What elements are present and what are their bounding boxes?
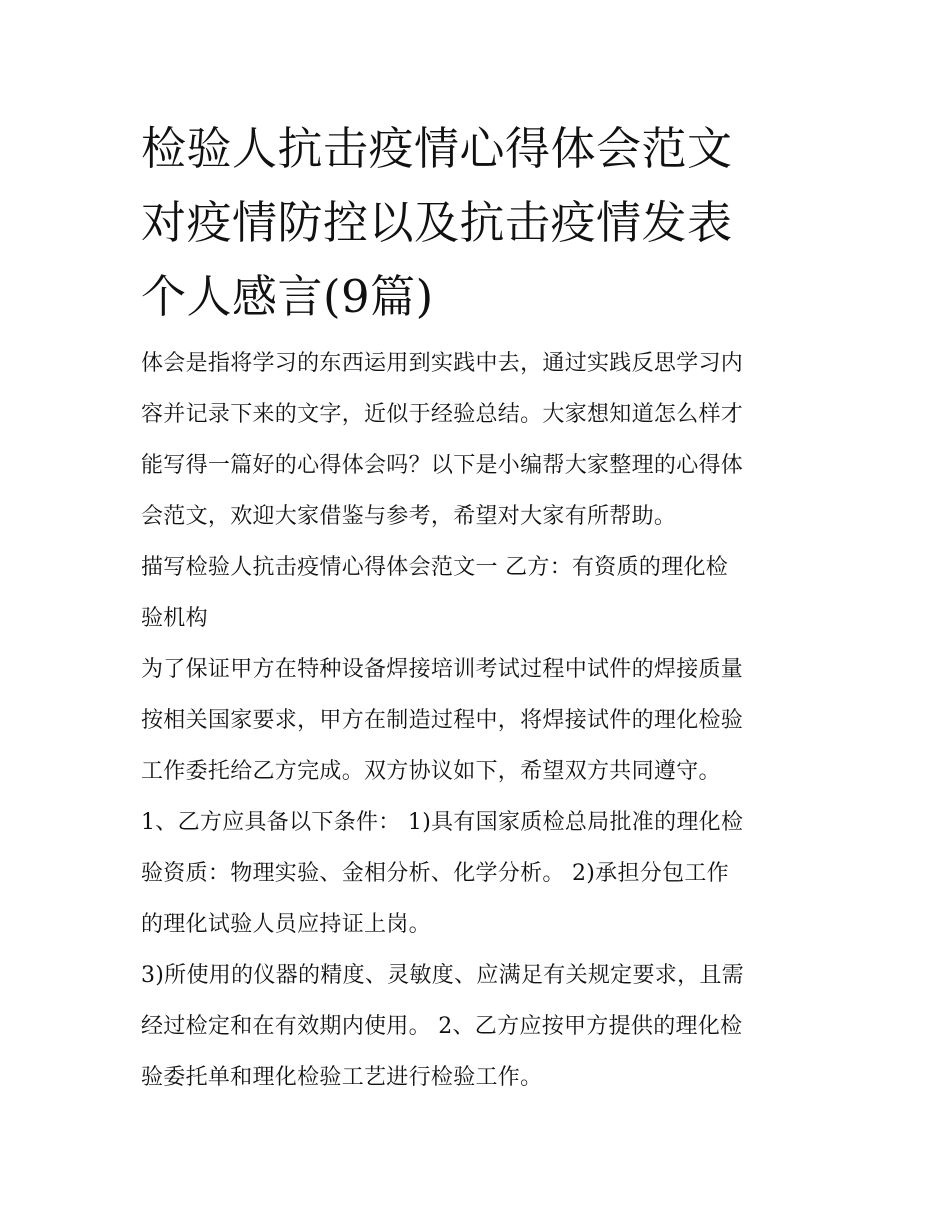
text-line: 验资质：物理实验、金相分析、化学分析。 2)承担分包工作 <box>141 861 729 886</box>
text-line: 描写检验人抗击疫情心得体会范文一 乙方：有资质的理化检 <box>141 555 729 580</box>
text-line: 经过检定和在有效期内使用。 2、乙方应按甲方提供的理化检 <box>141 1014 743 1039</box>
text-line: 能写得一篇好的心得体会吗？以下是小编帮大家整理的心得体 <box>141 453 744 478</box>
title-line: 检验人抗击疫情心得体会范文 <box>141 122 733 175</box>
text-line: 验委托单和理化检验工艺进行检验工作。 <box>141 1065 543 1090</box>
document-body <box>141 338 821 1103</box>
document-title <box>141 112 821 334</box>
text-line: 容并记录下来的文字，近似于经验总结。大家想知道怎么样才 <box>141 402 744 427</box>
text-line: 验机构 <box>141 606 208 631</box>
clause-1-paragraph <box>141 797 821 950</box>
document-page <box>141 112 821 1103</box>
text-line: 按相关国家要求，甲方在制造过程中，将焊接试件的理化检验 <box>141 708 744 733</box>
clause-3-paragraph <box>141 950 821 1103</box>
purpose-paragraph <box>141 644 821 797</box>
text-line: 体会是指将学习的东西运用到实践中去，通过实践反思学习内 <box>141 351 744 376</box>
text-line: 1、乙方应具备以下条件： 1)具有国家质检总局批准的理化检 <box>141 810 744 835</box>
title-line: 对疫情防控以及抗击疫情发表 <box>141 196 733 249</box>
text-line: 的理化试验人员应持证上岗。 <box>141 912 431 937</box>
text-line: 为了保证甲方在特种设备焊接培训考试过程中试件的焊接质量 <box>141 657 744 682</box>
text-line: 工作委托给乙方完成。双方协议如下，希望双方共同遵守。 <box>141 759 721 784</box>
text-line: 3)所使用的仪器的精度、灵敏度、应满足有关规定要求，且需 <box>141 963 744 988</box>
section-heading-paragraph <box>141 542 821 644</box>
title-line: 个人感言(9篇) <box>141 270 434 323</box>
text-line: 会范文，欢迎大家借鉴与参考，希望对大家有所帮助。 <box>141 504 677 529</box>
intro-paragraph <box>141 338 821 542</box>
